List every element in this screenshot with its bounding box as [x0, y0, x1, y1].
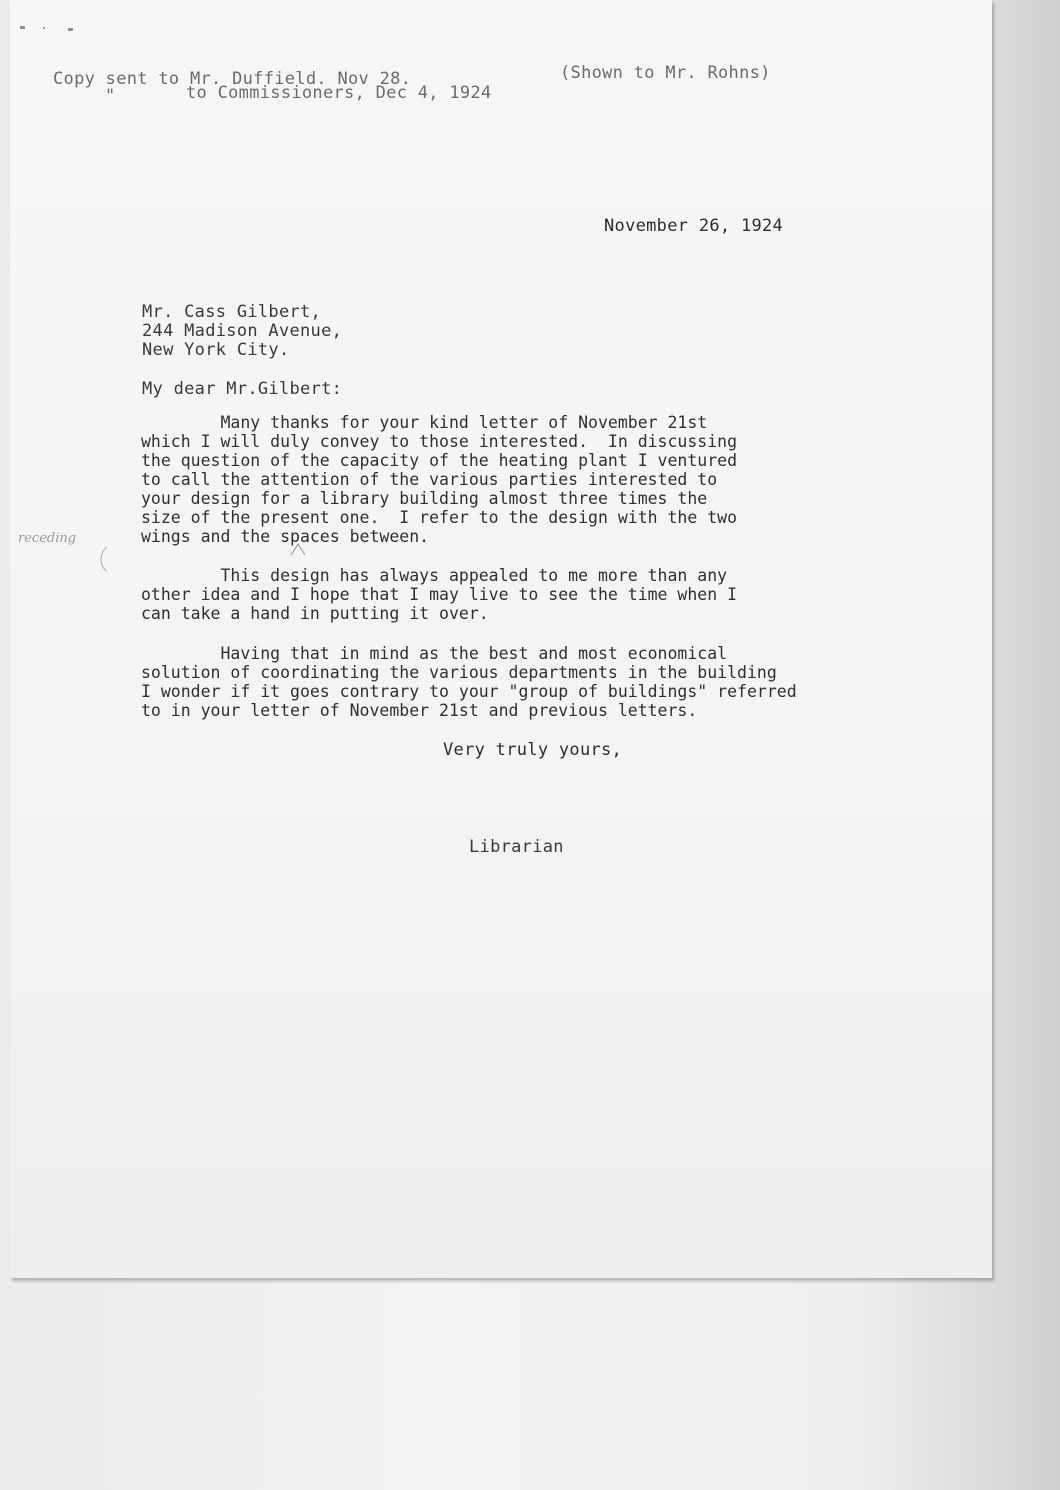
letter-date: November 26, 1924	[604, 216, 784, 236]
copy-sent-note: Copy sent to Mr. Duffield. Nov 28.	[53, 69, 412, 89]
address-line: Mr. Cass Gilbert,	[142, 302, 322, 322]
address-line: New York City.	[142, 340, 290, 360]
ditto-mark: "	[105, 86, 116, 106]
address-line: 244 Madison Avenue,	[142, 321, 343, 341]
paragraph-2: This design has always appealed to me more than any other idea and I hope that I may live to see the time when I can take a hand in putting it over.	[141, 566, 738, 623]
commissioners-note: to Commissioners, Dec 4, 1924	[186, 83, 492, 103]
signature-title: Librarian	[469, 837, 564, 857]
paragraph-3: Having that in mind as the best and most economical solution of coordinating the various departments in the building I wonder if it goes contrary to your "group of buildings" referred to in your letter of November 21st and previous letters.	[141, 644, 797, 720]
margin-note-stroke	[95, 545, 125, 577]
letter-page	[10, 0, 992, 1278]
paper-speck	[20, 26, 25, 29]
closing: Very truly yours,	[443, 740, 623, 760]
shown-to-note: (Shown to Mr. Rohns)	[560, 63, 771, 83]
paper-speck	[68, 28, 73, 31]
margin-note: receding	[18, 531, 77, 546]
paper-speck	[43, 27, 45, 29]
salutation: My dear Mr.Gilbert:	[142, 379, 343, 399]
paragraph-1: Many thanks for your kind letter of November 21st which I will duly convey to those interested. In discussing the question of the capacity of the heating plant I ventured to call the attention of the various parties interested to your design for a library building almost three times the size of the present one. I refer to the design with the two wings and the spaces between.	[141, 413, 738, 546]
